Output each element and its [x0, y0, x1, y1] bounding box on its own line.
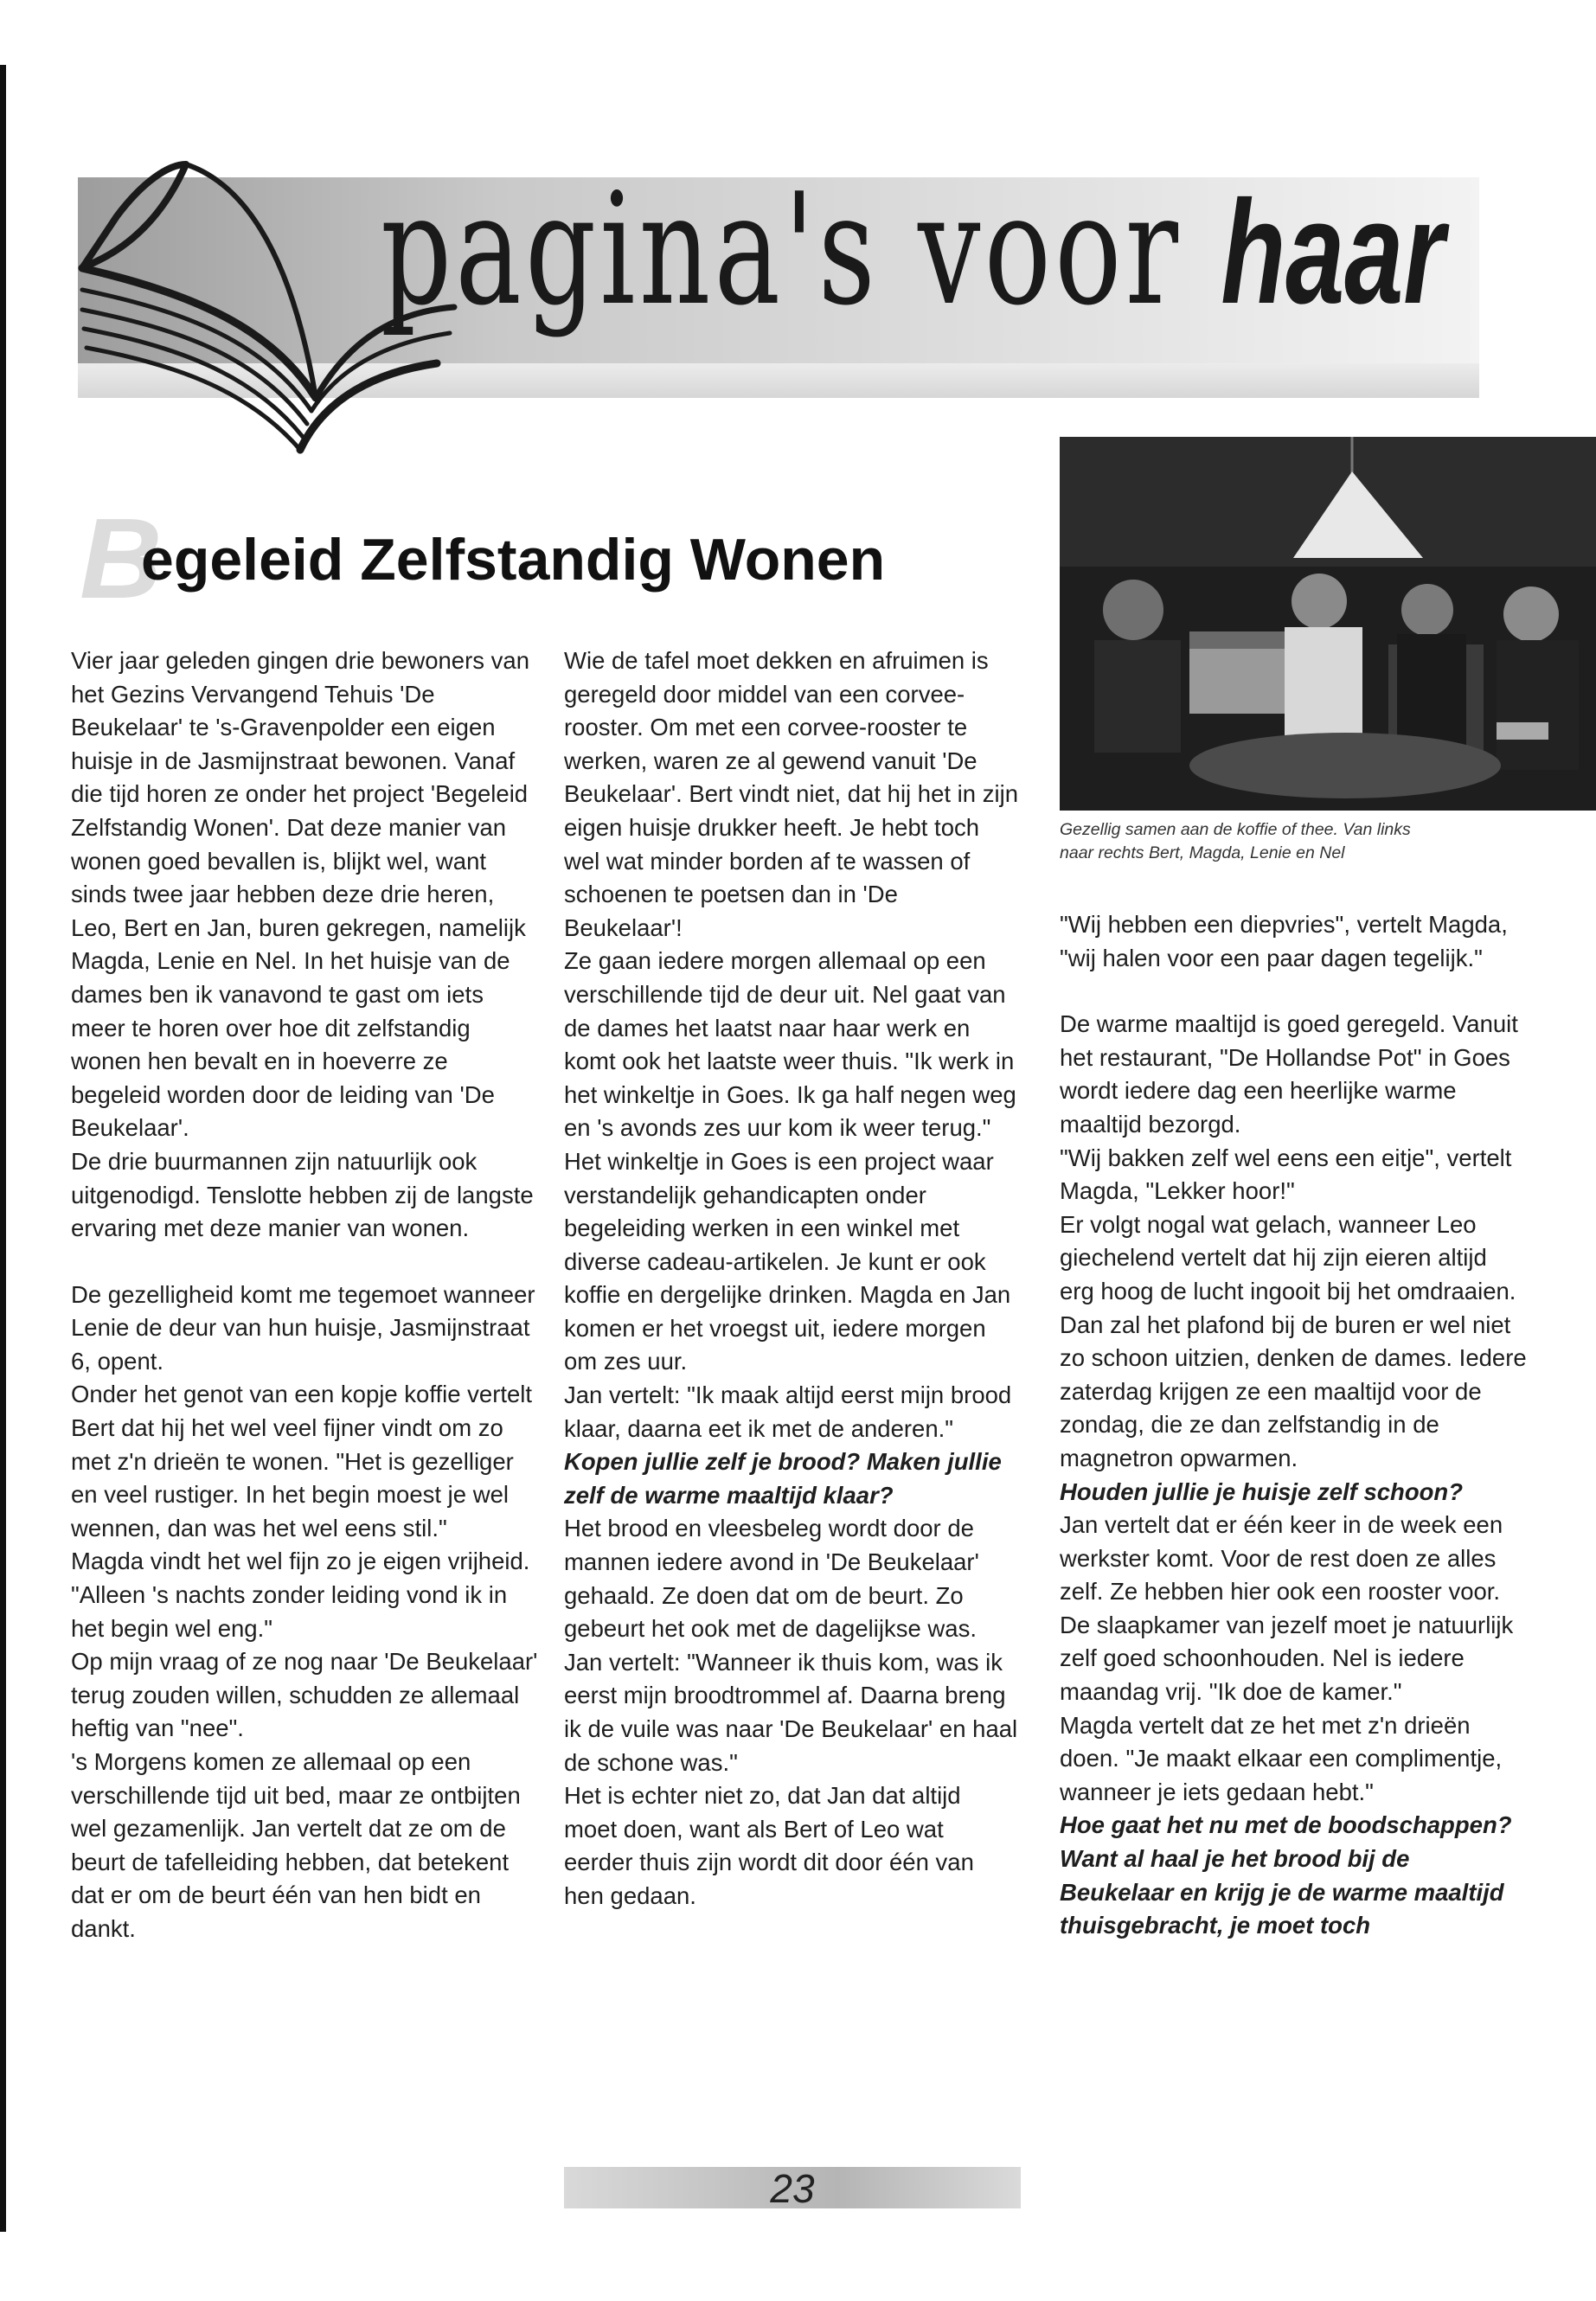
caption-line-1: Gezellig samen aan de koffie of thee. Van links — [1060, 820, 1411, 839]
paragraph: De gezelligheid komt me tegemoet wanneer Lenie de deur van hun huisje, Jasmijnstraat 6, opent. — [71, 1280, 535, 1375]
interview-question: Hoe gaat het nu met de boodschappen? Want al haal je het brood bij de Beukelaar en krijg je de warme maaltijd thuisgebracht, je moet toch — [1060, 1811, 1512, 1939]
paragraph: Wie de tafel moet dekken en afruimen is geregeld door middel van een corvee-rooster. Om met een corvee-rooster te werken, waren ze al gewend vanuit 'De Beukelaar'. Bert vindt niet, dat hij het in zijn eigen huisje drukker heeft. Je hebt toch wel wat minder borden af te wassen of schoenen te poetsen dan in 'De Beukelaar'! — [564, 647, 1018, 941]
photo — [1060, 437, 1596, 811]
paragraph: Onder het genot van een kopje koffie vertelt Bert dat hij het wel veel fijner vindt om zo met z'n drieën te wonen. "Het is gezelliger en veel rustiger. In het begin moest je wel wennen, dan was het wel eens stil." — [71, 1381, 533, 1541]
paragraph: "Wij bakken zelf wel eens een eitje", vertelt Magda, "Lekker hoor!" — [1060, 1144, 1512, 1205]
page-number: 23 — [770, 2166, 815, 2211]
page-number-bar — [564, 2166, 1021, 2211]
photo-caption — [1060, 818, 1544, 865]
paragraph: De warme maaltijd is goed geregeld. Vanuit het restaurant, "De Hollandse Pot" in Goes wordt iedere dag een heerlijke warme maaltijd bezorgd. — [1060, 1010, 1518, 1138]
paragraph: Het brood en vleesbeleg wordt door de mannen iedere avond in 'De Beukelaar' gehaald. Ze doen dat om de beurt. Zo gebeurt het ook met de dagelijkse was. Jan vertelt: "Wanneer ik thuis kom, was ik eerst mijn broodtrommel af. Daarna breng ik de vuile was naar 'De Beukelaar' en haal de schone was." — [564, 1515, 1018, 1776]
paragraph: De drie buurmannen zijn natuurlijk ook uitgenodigd. Tenslotte hebben zij de langste ervaring met deze manier van wonen. — [71, 1147, 534, 1242]
interview-question: Kopen jullie zelf je brood? Maken jullie zelf de warme maaltijd klaar? — [564, 1448, 1002, 1509]
paragraph: Jan vertelt dat er één keer in de week een werkster komt. Voor de rest doen ze alles zelf. Ze hebben hier ook een rooster voor. De slaapkamer van jezelf moet je natuurlijk zelf goed schoonhouden. Nel is iedere maandag vrij. "Ik doe de kamer." — [1060, 1511, 1514, 1706]
paragraph: Op mijn vraag of ze nog naar 'De Beukelaar' terug zouden willen, schudden ze allemaal heftig van "nee". — [71, 1648, 538, 1742]
section-title-tail: haar — [1221, 170, 1445, 335]
paragraph: Magda vertelt dat ze het met z'n drieën doen. "Je maakt elkaar een complimentje, wanneer je iets gedaan hebt." — [1060, 1711, 1503, 1805]
paragraph: Ze gaan iedere morgen allemaal op een verschillende tijd de deur uit. Nel gaat van de dames het laatst naar haar werk en komt ook het laatste weer thuis. "Ik werk in het winkeltje in Goes. Ik ga half negen weg en 's avonds zes uur kom ik weer terug." — [564, 947, 1016, 1142]
paragraph: 's Morgens komen ze allemaal op een verschillende tijd uit bed, maar ze ontbijten wel gezamenlijk. Jan vertelt dat ze om de beurt de tafelleiding hebben, dat betekent dat er om de beurt één van hen bidt en dankt. — [71, 1748, 521, 1942]
drop-cap: B — [80, 495, 163, 622]
column-2 — [564, 644, 1018, 1913]
section-title — [381, 160, 1445, 339]
column-3 — [1060, 908, 1527, 1943]
paragraph: "Wij hebben een diepvries", vertelt Magda, "wij halen voor een paar dagen tegelijk." — [1060, 911, 1508, 971]
article-title: egeleid Zelfstandig Wonen — [141, 527, 886, 593]
paragraph: Magda vindt het wel fijn zo je eigen vrijheid. "Alleen 's nachts zonder leiding vond ik in het begin wel eng." — [71, 1548, 530, 1642]
paragraph: Er volgt nogal wat gelach, wanneer Leo giechelend vertelt dat hij zijn eieren altijd erg hoog de lucht ingooit bij het omdraaien. Dan zal het plafond bij de buren er wel niet zo schoon uitzien, denken de dames. Iedere zaterdag krijgen ze een maaltijd voor de zondag, die ze dan zelfstandig in de magnetron opwarmen. — [1060, 1210, 1527, 1471]
column-1 — [71, 644, 538, 1946]
paragraph: Het winkeltje in Goes is een project waar verstandelijk gehandicapten onder begeleiding werken in een winkel met diverse cadeau-artikelen. Je kunt er ook koffie en dergelijke drinken. Magda en Jan komen er het vroegst uit, iedere morgen om zes uur. — [564, 1147, 1011, 1375]
caption-line-2: naar rechts Bert, Magda, Lenie en Nel — [1060, 843, 1345, 862]
paragraph: Jan vertelt: "Ik maak altijd eerst mijn brood klaar, daarna eet ik met de anderen." — [564, 1381, 1012, 1442]
interview-question: Houden jullie je huisje zelf schoon? — [1060, 1477, 1464, 1505]
page-binding-edge — [0, 65, 6, 2232]
section-title-main: pagina's voor — [381, 160, 1183, 339]
photo-illustration — [1060, 437, 1596, 811]
paragraph: Het is echter niet zo, dat Jan dat altijd moet doen, want als Bert of Leo wat eerder thuis zijn wordt dit door één van hen gedaan. — [564, 1782, 974, 1909]
paragraph: Vier jaar geleden gingen drie bewoners van het Gezins Vervangend Tehuis 'De Beukelaar' te 's-Gravenpolder een eigen huisje in de Jasmijnstraat bewonen. Vanaf die tijd horen ze onder het project 'Begeleid Zelfstandig Wonen'. Dat deze manier van wonen goed bevallen is, blijkt wel, want sinds twee jaar hebben deze drie heren, Leo, Bert en Jan, buren gekregen, namelijk Magda, Lenie en Nel. In het huisje van de dames ben ik vanavond te gast om iets meer te horen over hoe dit zelfstandig wonen hen bevalt en in hoeverre ze begeleid worden door de leiding van 'De Beukelaar'. — [71, 647, 529, 1142]
